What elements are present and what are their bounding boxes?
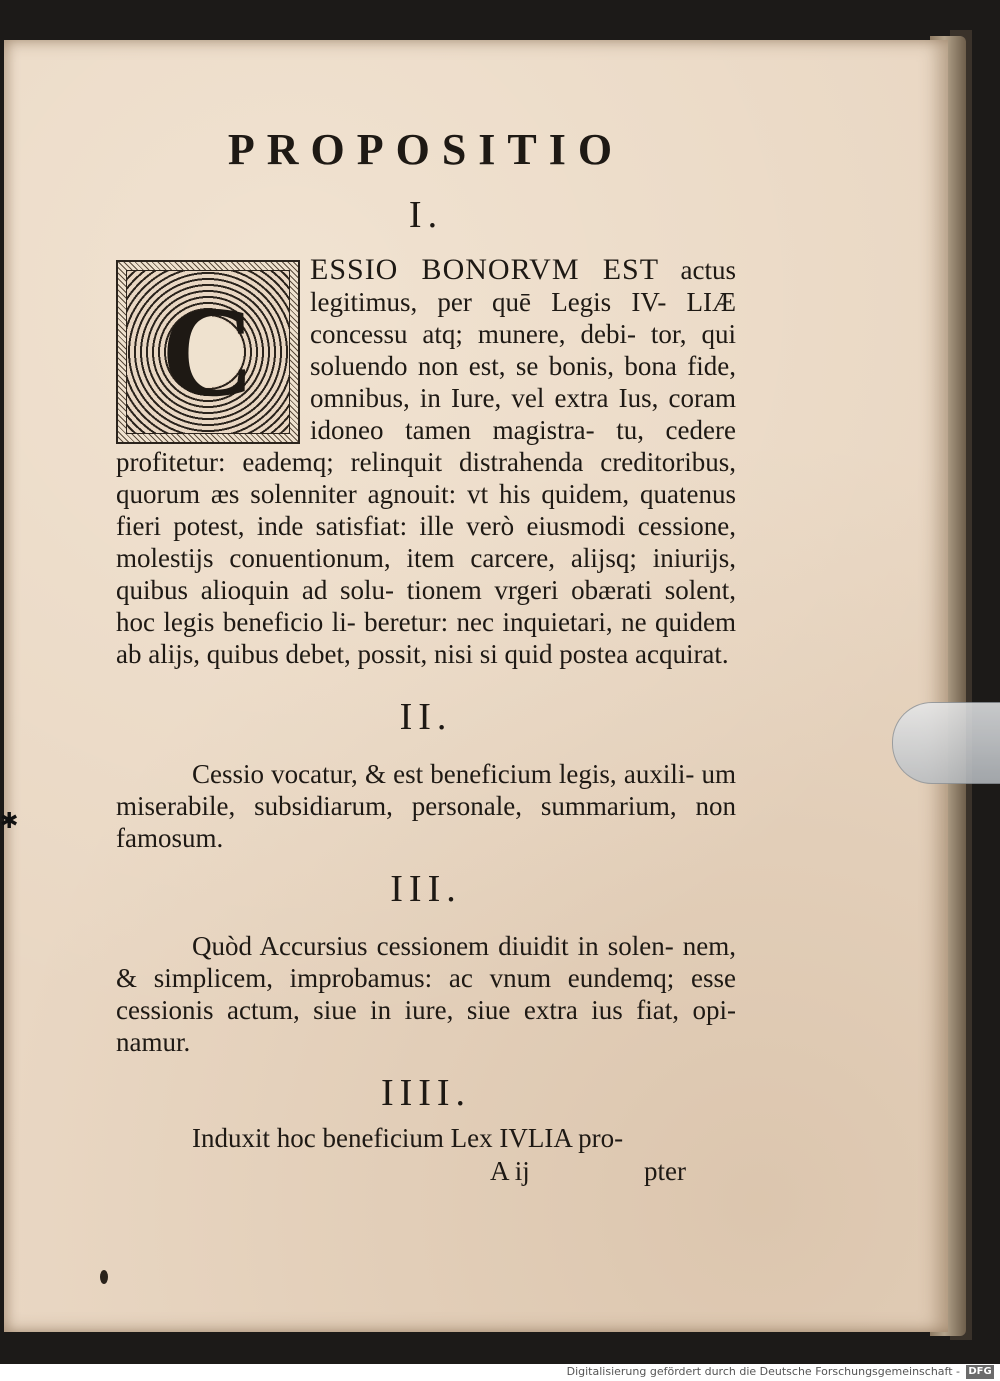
propositio-2-text: Cessio vocatur, & est beneficium legis, auxili- um miserabile, subsidiarum, personale, summarium, non famosum. (116, 759, 736, 853)
initial-letter: C (161, 280, 255, 424)
initial-ornament (126, 270, 290, 434)
numeral-4: IIII. (380, 1072, 472, 1114)
page-heading: PROPOSITIO (227, 125, 625, 174)
footer-bar (0, 1364, 1000, 1381)
decorated-initial-icon (116, 260, 300, 444)
footer-credit: Digitalisierung gefördert durch die Deutsche Forschungsgemeinschaft - (566, 1365, 960, 1378)
propositio-1 (116, 254, 736, 670)
marker-icon: ✱ (0, 809, 19, 834)
dfg-logo-icon: DFG (966, 1365, 994, 1379)
page-footer-line (116, 1154, 736, 1188)
numeral-2: II. (399, 696, 453, 738)
propositio-1-lead: ESSIO BONORVM EST (310, 253, 660, 286)
text-block (116, 120, 736, 1188)
numeral-1: I. (408, 194, 444, 236)
signature-mark: A ij (490, 1156, 530, 1186)
propositio-1-body: actus legitimus, per quē Legis IV- LIÆ concessu atq; munere, debi- tor, qui soluendo non est, se bonis, bona fide, omnibus, in Iure, vel extra Ius, coram idoneo tamen magistra- tu, cedere profitetur: eademq; relinquit distrahenda creditoribus, quorum æs solenniter agnouit: vt his quidem, quatenus fieri potest, inde satisfiat: ille verò eiusmodi cessione, molestijs conuentionum, item carcere, alijsq; iniurijs, quibus alioquin ad solu- tionem vrgeri obærati solent, hoc legis beneficio li- beretur: nec inquietari, ne quidem ab alijs, quibus debet, possit, nisi si quid postea acquirat. (116, 255, 737, 669)
book-page (4, 40, 948, 1332)
ink-spot (100, 1270, 108, 1284)
page-clip (892, 702, 1000, 784)
catchword: pter (644, 1156, 686, 1186)
propositio-4-text: Induxit hoc beneficium Lex IVLIA pro- (192, 1123, 624, 1153)
numeral-3: III. (390, 868, 462, 910)
propositio-3-text: Quòd Accursius cessionem diuidit in solen- nem, & simplicem, improbamus: ac vnum eundemq; esse cessionis actum, siue in iure, siue extra ius fiat, opi- namur. (116, 931, 736, 1057)
